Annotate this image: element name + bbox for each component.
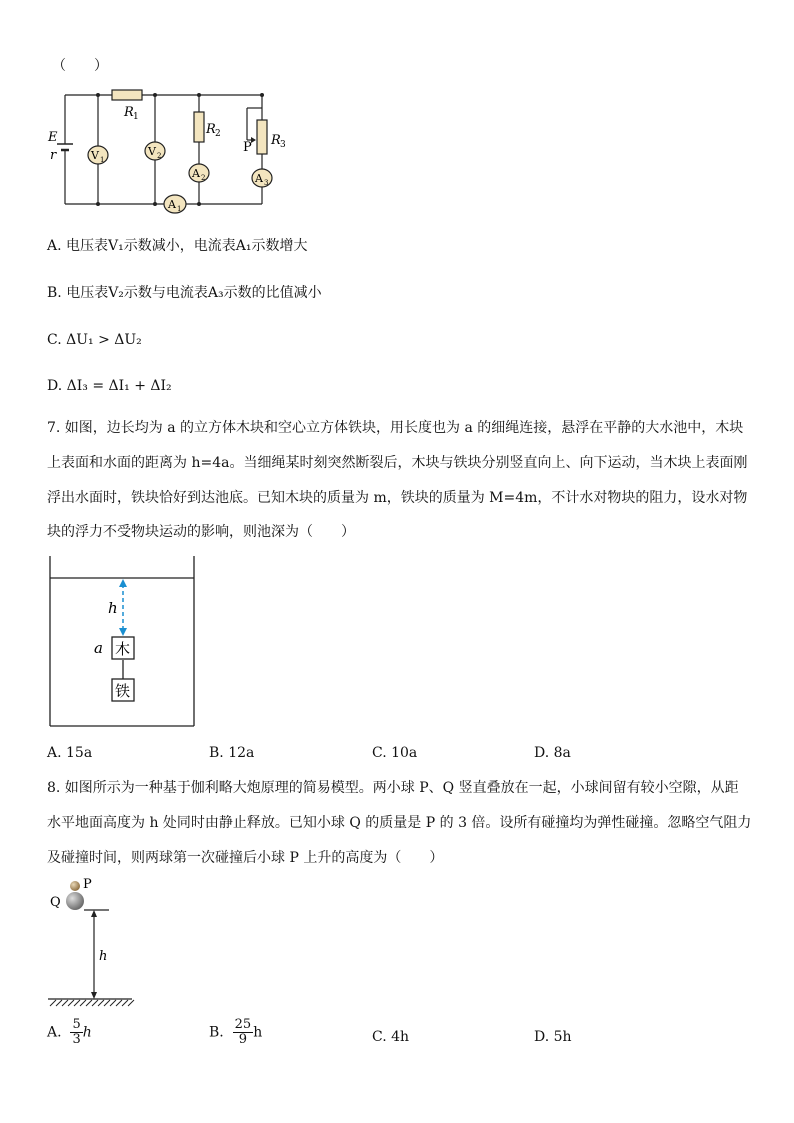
- q8-option-a: A. $\frac{5}{3}$ h: [47, 1017, 92, 1047]
- q6-option-a: A. 电压表V₁示数减小，电流表A₁示数增大: [47, 238, 308, 254]
- a-label: a: [94, 639, 103, 657]
- h-label: h: [108, 599, 118, 617]
- v2-sub: 2: [157, 152, 162, 160]
- q7-line-4: 块的浮力不受物块运动的影响，则池深为（ ）: [47, 524, 355, 540]
- r1-sub: 1: [133, 112, 139, 122]
- q8-line-1: 8. 如图所示为一种基于伽利略大炮原理的简易模型。两小球 P、Q 竖直叠放在一起，小球间留有较小空隙，从距: [47, 780, 739, 796]
- balls-diagram: [44, 873, 144, 1013]
- v1-sub: 1: [100, 156, 105, 164]
- q7-option-c: C. 10a: [372, 745, 418, 761]
- a3-label: A: [255, 172, 263, 185]
- r1-label: R: [124, 105, 134, 120]
- emf-label: E: [48, 130, 58, 145]
- q7-option-a: A. 15a: [47, 745, 93, 761]
- r3-sub: 3: [280, 140, 286, 150]
- height-label: h: [99, 949, 108, 964]
- r2-label: R: [206, 122, 216, 137]
- slider-p-label: P: [243, 140, 252, 155]
- q6-option-c: C. ΔU₁ > ΔU₂: [47, 332, 142, 348]
- q8-option-d: D. 5h: [534, 1029, 572, 1045]
- rheostat-r3: [257, 120, 267, 154]
- iron-label: 铁: [115, 682, 131, 700]
- q6-option-d: D. ΔI₃ = ΔI₁ + ΔI₂: [47, 378, 172, 394]
- q7-line-2: 上表面和水面的距离为 h=4a。当细绳某时刻突然断裂后，木块与铁块分别竖直向上、向下运动，当木块上表面刚: [47, 455, 748, 471]
- ball-p: [70, 881, 80, 891]
- r2-sub: 2: [215, 129, 221, 139]
- ball-q: [66, 892, 84, 910]
- v2-label: V: [148, 145, 156, 158]
- r3-label: R: [271, 133, 281, 148]
- pool-diagram: [44, 553, 204, 733]
- internal-r-label: r: [50, 148, 57, 163]
- a3-sub: 3: [264, 179, 269, 187]
- a2-sub: 2: [201, 174, 206, 182]
- q6-option-b: B. 电压表V₂示数与电流表A₃示数的比值减小: [47, 285, 322, 301]
- v1-label: V: [91, 149, 99, 162]
- q8-line-2: 水平地面高度为 h 处同时由静止释放。已知小球 Q 的质量是 P 的 3 倍。设所有碰撞均为弹性碰撞。忽略空气阻力: [47, 815, 752, 831]
- q7-option-b: B. 12a: [209, 745, 255, 761]
- q6-paren: （ ）: [52, 58, 108, 74]
- q7-line-3: 浮出水面时，铁块恰好到达池底。已知木块的质量为 m，铁块的质量为 M=4m，不计水对物块的阻力，设水对物: [47, 490, 748, 506]
- resistor-r1: [112, 90, 142, 100]
- q8-line-3: 及碰撞时间，则两球第一次碰撞后小球 P 上升的高度为（ ）: [47, 850, 444, 866]
- a1-label: A: [168, 198, 176, 211]
- resistor-r2: [194, 112, 204, 142]
- a1-sub: 1: [177, 205, 182, 213]
- q7-option-d: D. 8a: [534, 745, 571, 761]
- wood-label: 木: [115, 640, 131, 658]
- q8-option-c: C. 4h: [372, 1029, 410, 1045]
- q-label: Q: [50, 895, 61, 910]
- circuit-diagram: [40, 84, 290, 219]
- a2-label: A: [192, 167, 200, 180]
- p-label: P: [83, 877, 92, 892]
- q8-option-b: B. $\frac{25}{9}$ h: [209, 1017, 263, 1047]
- q7-line-1: 7. 如图，边长均为 a 的立方体木块和空心立方体铁块，用长度也为 a 的细绳连接，悬浮在平静的大水池中，木块: [47, 420, 744, 436]
